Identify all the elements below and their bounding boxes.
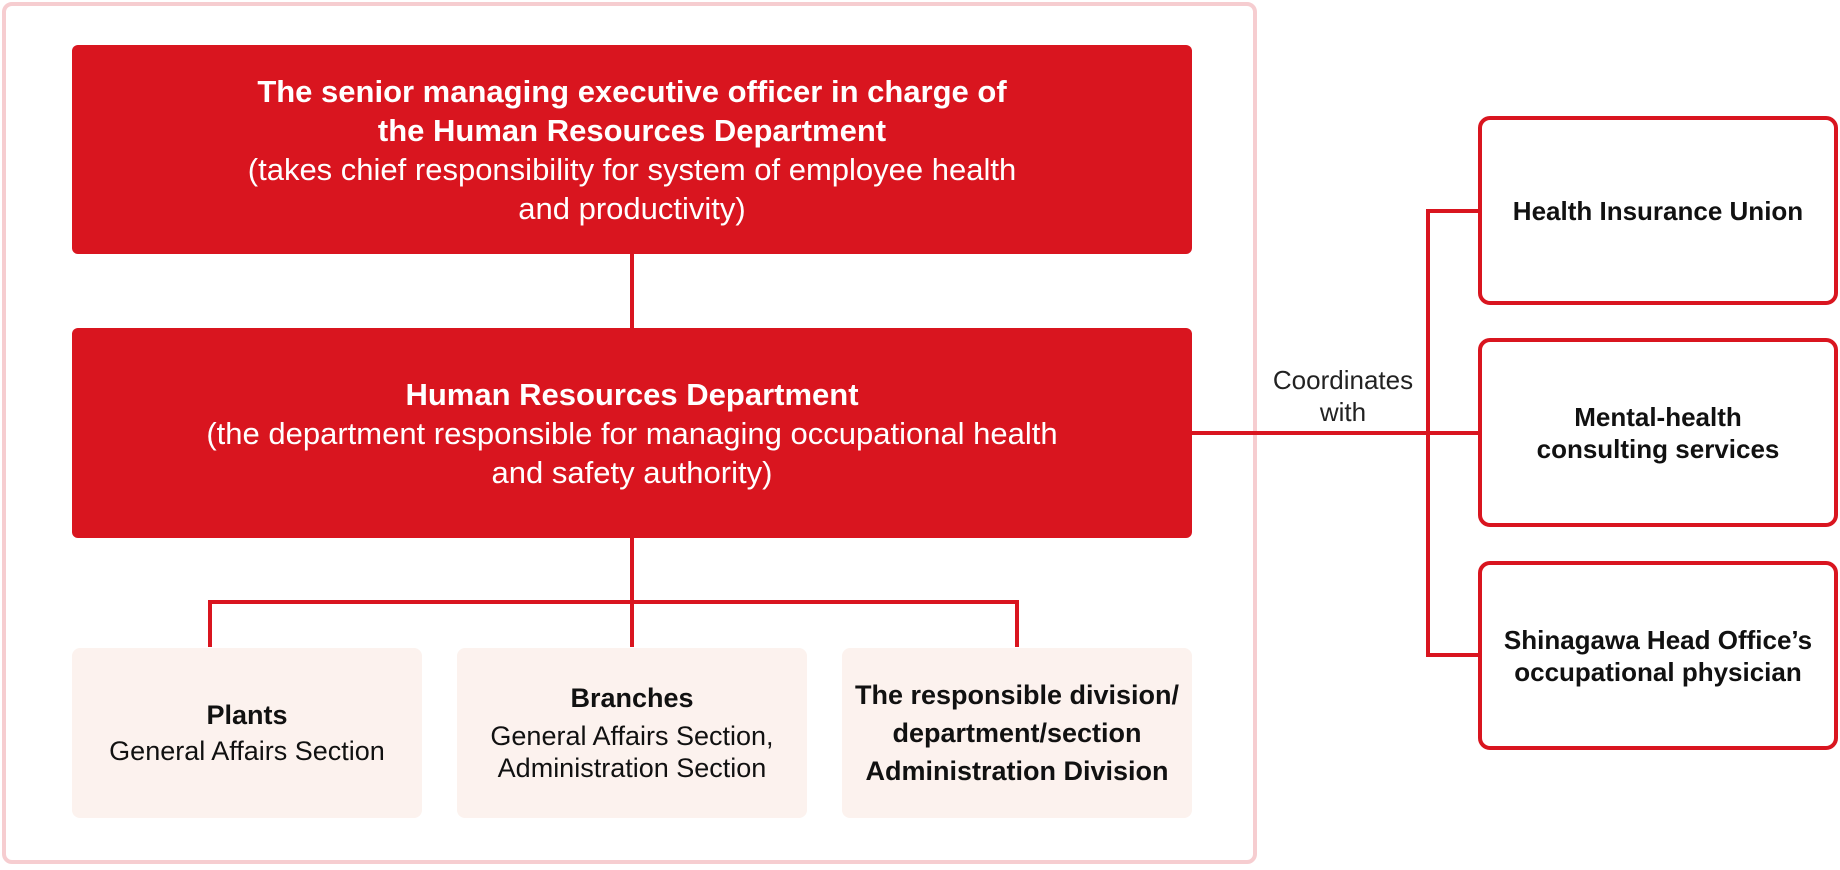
unit-branches-line2: Administration Section <box>497 753 767 783</box>
unit-responsible-line3: Administration Division <box>865 756 1169 786</box>
unit-branches-line1: General Affairs Section, <box>490 721 774 751</box>
unit-responsible-division <box>842 648 1192 818</box>
connector-exec-hr <box>630 252 634 330</box>
executive-note-line1: (takes chief responsibility for system of employee health <box>247 151 1017 187</box>
unit-branches <box>457 648 807 818</box>
connector-hr-partners <box>1190 431 1480 435</box>
hr-note-line2: and safety authority) <box>491 454 773 490</box>
executive-title-line1: The senior managing executive officer in charge of <box>257 73 1007 109</box>
executive-note-line2: and productivity) <box>518 190 746 226</box>
connector-partner-3 <box>1426 653 1480 657</box>
partner-1-line1: Health Insurance Union <box>1512 195 1804 226</box>
coordinates-line2: with <box>1319 397 1367 427</box>
unit-plants-line1: General Affairs Section <box>109 736 385 766</box>
partner-mental-health-consulting <box>1478 338 1838 527</box>
hr-department-box <box>72 328 1192 538</box>
partner-occupational-physician <box>1478 561 1838 750</box>
partner-2-line2: consulting services <box>1536 433 1780 464</box>
connector-partner-1 <box>1426 209 1480 213</box>
connector-unit-left <box>208 600 212 647</box>
partner-health-insurance-union <box>1478 116 1838 305</box>
unit-plants-title: Plants <box>206 700 288 730</box>
hr-note-line1: (the department responsible for managing occupational health <box>206 415 1058 451</box>
unit-branches-title: Branches <box>570 683 694 713</box>
executive-title-line2: the Human Resources Department <box>377 112 887 148</box>
connector-hr-units-trunk <box>630 536 634 647</box>
partner-3-line2: occupational physician <box>1514 656 1802 687</box>
connector-unit-right <box>1015 600 1019 647</box>
coordinates-label <box>1258 364 1428 428</box>
connector-units-bar <box>208 600 1019 604</box>
partner-3-line1: Shinagawa Head Office’s <box>1503 624 1813 655</box>
executive-officer-box <box>72 45 1192 254</box>
connector-partners-spine <box>1426 209 1430 657</box>
coordinates-line1: Coordinates <box>1272 365 1414 395</box>
unit-responsible-line1: The responsible division/ <box>854 680 1180 710</box>
hr-title: Human Resources Department <box>405 376 859 412</box>
unit-responsible-line2: department/section <box>892 718 1142 748</box>
partner-2-line1: Mental-health <box>1574 401 1742 432</box>
unit-plants <box>72 648 422 818</box>
